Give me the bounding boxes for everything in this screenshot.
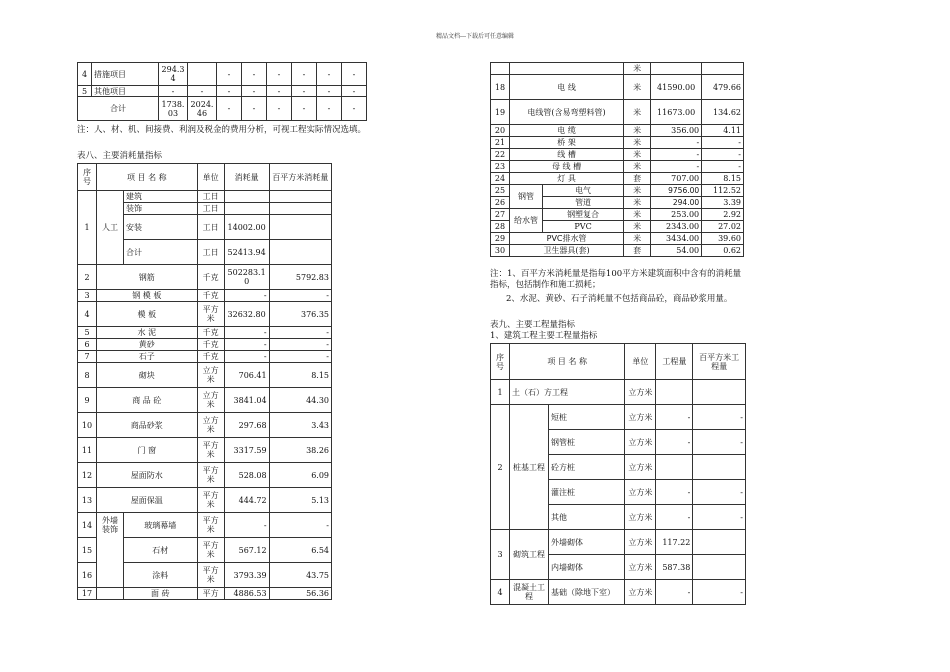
table-row: 22 线 槽 米 - -	[491, 149, 744, 161]
table-row: 米	[491, 63, 744, 75]
table-row: 16 涂料 平方米 3793.39 43.75	[78, 563, 332, 588]
table-row: 5 其他项目 - - - - - - - -	[78, 86, 367, 97]
table-row: 1 人工 建筑 工日	[78, 191, 332, 203]
table-row: 合计 工日 52413.94	[78, 240, 332, 265]
table-row: 20 电 缆 米 356.00 4.11	[491, 125, 744, 137]
table-row: 其他 立方米 - -	[491, 505, 746, 530]
note-right-2: 2、水泥、黄砂、石子消耗量不包括商品砼，商品砂浆用量。	[506, 294, 733, 304]
table-row: 5 水 泥 千克 - -	[78, 327, 332, 339]
table-row: 安装 工日 14002.00	[78, 215, 332, 240]
table-row: 1 土（石）方工程 立方米	[491, 380, 746, 405]
table-row: 19 电线管(含易弯塑料管) 米 11673.00 134.62	[491, 100, 744, 125]
table9-subtitle: 1、建筑工程主要工程量指标	[490, 331, 598, 341]
table-row: 8 砌块 立方米 706.41 8.15	[78, 363, 332, 388]
table-row: 18 电 线 米 41590.00 479.66	[491, 75, 744, 100]
table-row: 3 钢 模 板 千克 - -	[78, 290, 332, 302]
cost-table-continuation	[77, 62, 367, 121]
table-row: 灌注桩 立方米 - -	[491, 480, 746, 505]
note-left: 注：人、材、机、间接费、利润及税金的费用分析，可视工程实际情况选填。	[77, 125, 367, 135]
table-row: 7 石子 千克 - -	[78, 351, 332, 363]
table-row: 15 石材 平方米 567.12 6.54	[78, 538, 332, 563]
consumption-table	[77, 163, 332, 600]
table-row: 6 黄砂 千克 - -	[78, 339, 332, 351]
table-row: 内墙砌体 立方米 587.38	[491, 555, 746, 580]
table-row: 4 模 板 平方米 32632.80 376.35	[78, 302, 332, 327]
page-header: 精品文档---下载后可任意编辑	[435, 33, 515, 40]
table-row: 30 卫生器具(套) 套 54.00 0.62	[491, 245, 744, 257]
table-row: 4 措施项目 294.34 - - - - - -	[78, 63, 367, 86]
table-row: 合计 1738.03 2024.46 - - - - - -	[78, 97, 367, 121]
consumption-table-continued	[490, 62, 744, 257]
table-row: 29 PVC排水管 米 3434.00 39.60	[491, 233, 744, 245]
table-row: 27 给水管 钢塑复合 米 253.00 2.92	[491, 209, 744, 221]
quantity-table	[490, 343, 746, 605]
table-row: 23 母 线 槽 米 - -	[491, 161, 744, 173]
table-row: 3 砌筑工程 外墙砌体 立方米 117.22	[491, 530, 746, 555]
table-row: 12 屋面防水 平方米 528.08 6.09	[78, 463, 332, 488]
table-header-row: 序号 项 目 名 称 单位 消耗量 百平方米消耗量	[78, 164, 332, 191]
table-row: 13 屋面保温 平方米 444.72 5.13	[78, 488, 332, 513]
table-row: 28 PVC 米 2343.00 27.02	[491, 221, 744, 233]
table9-title: 表九、主要工程量指标	[490, 320, 576, 330]
table-row: 21 桥 架 米 - -	[491, 137, 744, 149]
table-row: 25 钢管 电气 米 9756.00 112.52	[491, 185, 744, 197]
table-row: 11 门 窗 平方米 3317.59 38.26	[78, 438, 332, 463]
table-header-row: 序号 项 目 名 称 单位 工程量 百平方米工程量	[491, 344, 746, 380]
note-right-1: 注：1、百平方米消耗量是指每100平方米建筑面积中含有的消耗量指标，包括制作和施工损耗；	[490, 269, 742, 290]
table-row: 24 灯 具 套 707.00 8.15	[491, 173, 744, 185]
table-row: 26 管道 米 294.00 3.39	[491, 197, 744, 209]
table8-title: 表八、主要消耗量指标	[77, 151, 163, 161]
table-row: 装饰 工日	[78, 203, 332, 215]
table-row: 10 商品砂浆 立方米 297.68 3.43	[78, 413, 332, 438]
table-row: 2 钢筋 千克 502283.10 5792.83	[78, 265, 332, 290]
table-row: 砼方桩 立方米	[491, 455, 746, 480]
table-row: 17 面 砖 平方 4886.53 56.36	[78, 588, 332, 600]
table-row: 9 商 品 砼 立方米 3841.04 44.30	[78, 388, 332, 413]
table-row: 钢管桩 立方米 - -	[491, 430, 746, 455]
table-row: 4 混凝土工程 基础（除地下室） 立方米 - -	[491, 580, 746, 605]
table-row: 2 桩基工程 短桩 立方米 - -	[491, 405, 746, 430]
table-row: 14 外墙装饰 玻璃幕墙 平方米 - -	[78, 513, 332, 538]
